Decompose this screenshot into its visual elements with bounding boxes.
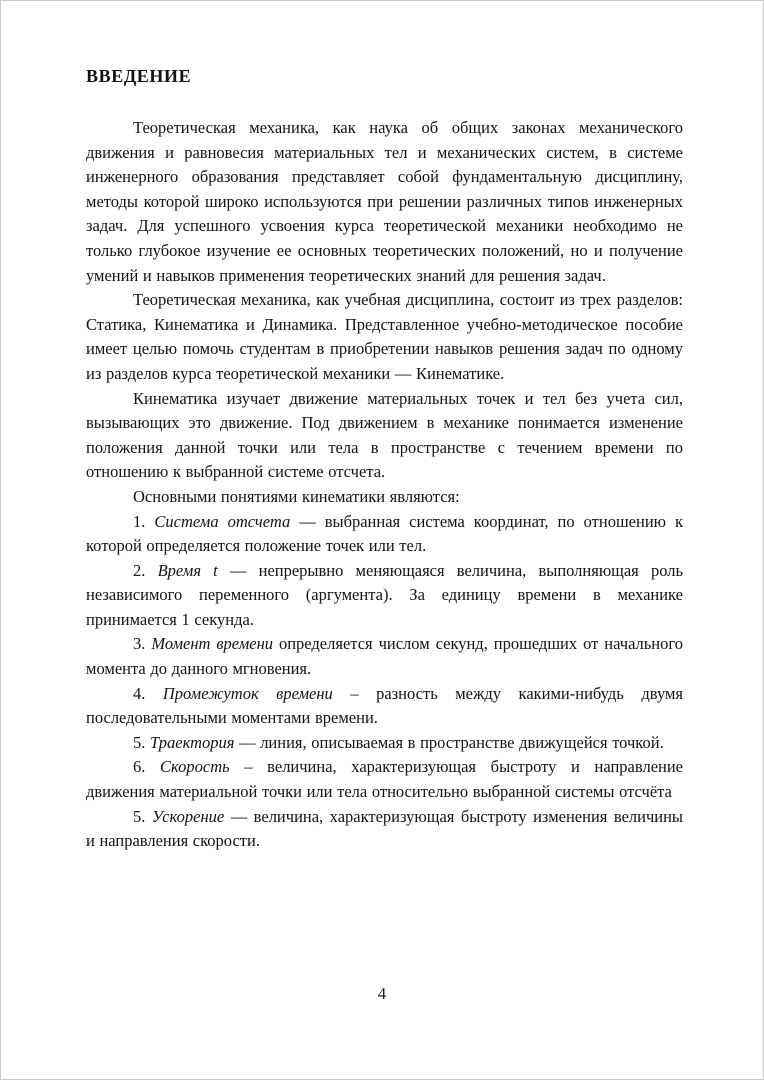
paragraph-intro-3: Кинематика изучает движение материальных точек и тел без учета сил, вызывающих это движение. Под движением в механике понимается изменение положения данной точки или тела в пространстве с течением времени по отношению к выбранной системе отсчета. [86,388,683,482]
definition-item [86,559,683,633]
definition-text: — выбранная система координат, по отношению к которой определяется положение точек или тел. [86,511,684,556]
definition-text: — линия, описываемая в пространстве движущейся точкой. [234,732,664,752]
definition-item [86,682,683,731]
definition-text: — величина, характеризующая быстроту изменения величины и направления скорости. [86,806,683,851]
definition-number: 5. [133,806,152,826]
definition-text: – величина, характеризующая быстроту и направление движения материальной точки или тела относительно выбранной системы отсчёта [86,757,683,802]
definition-term: Промежуток времени [162,683,333,703]
definition-number: 1. [133,511,155,531]
definition-item [86,510,683,559]
page-number: 4 [377,984,387,1003]
paragraph-intro-2: Теоретическая механика, как учебная дисциплина, состоит из трех разделов: Статика, Кинематика и Динамика. Представленное учебно-методическое пособие имеет целью помочь студентам в приобретении навыков решения задач по одному из разделов курса теоретической механики — Кинематике. [86,290,683,383]
definition-item [86,805,683,854]
page-content [86,64,683,854]
definition-term: Ускорение [151,806,225,826]
definition-number: 3. [133,634,152,654]
definition-number: 4. [133,683,163,703]
definition-item [86,731,683,756]
definition-term: Траектория [150,732,235,752]
definition-text: – разность между какими-нибудь двумя последовательными моментами времени. [86,683,684,728]
definition-term: Скорость [160,757,230,777]
definition-number: 6. [133,757,161,777]
paragraph-list-lead: Основными понятиями кинематики являются: [133,486,460,506]
definition-term: Время t [157,560,218,580]
definition-item [86,755,683,804]
definition-number: 5. [133,732,150,752]
definition-item [86,632,683,681]
definition-text: определяется числом секунд, прошедших от начального момента до данного мгновения. [86,634,683,679]
definition-text: — непрерывно меняющаяся величина, выполняющая роль независимого переменного (аргумента). За единицу времени в механике принимается 1 секунда. [86,560,683,629]
definition-term: Система отсчета [154,511,291,531]
definition-number: 2. [133,560,158,580]
page-title: ВВЕДЕНИЕ [86,66,192,86]
paragraph-intro-1: Теоретическая механика, как наука об общих законах механического движения и равновесия материальных тел и механических систем, в системе инженерного образования представляет собой фундаментальную дисциплину, методы которой широко используются при решении различных типов инженерных задач. Для успешного усвоения курса теоретической механики необходимо не только глубокое изучение ее основных теоретических положений, но и получение умений и навыков применения теоретических знаний для решения задач. [86,118,683,285]
definition-term: Момент времени [151,634,274,654]
